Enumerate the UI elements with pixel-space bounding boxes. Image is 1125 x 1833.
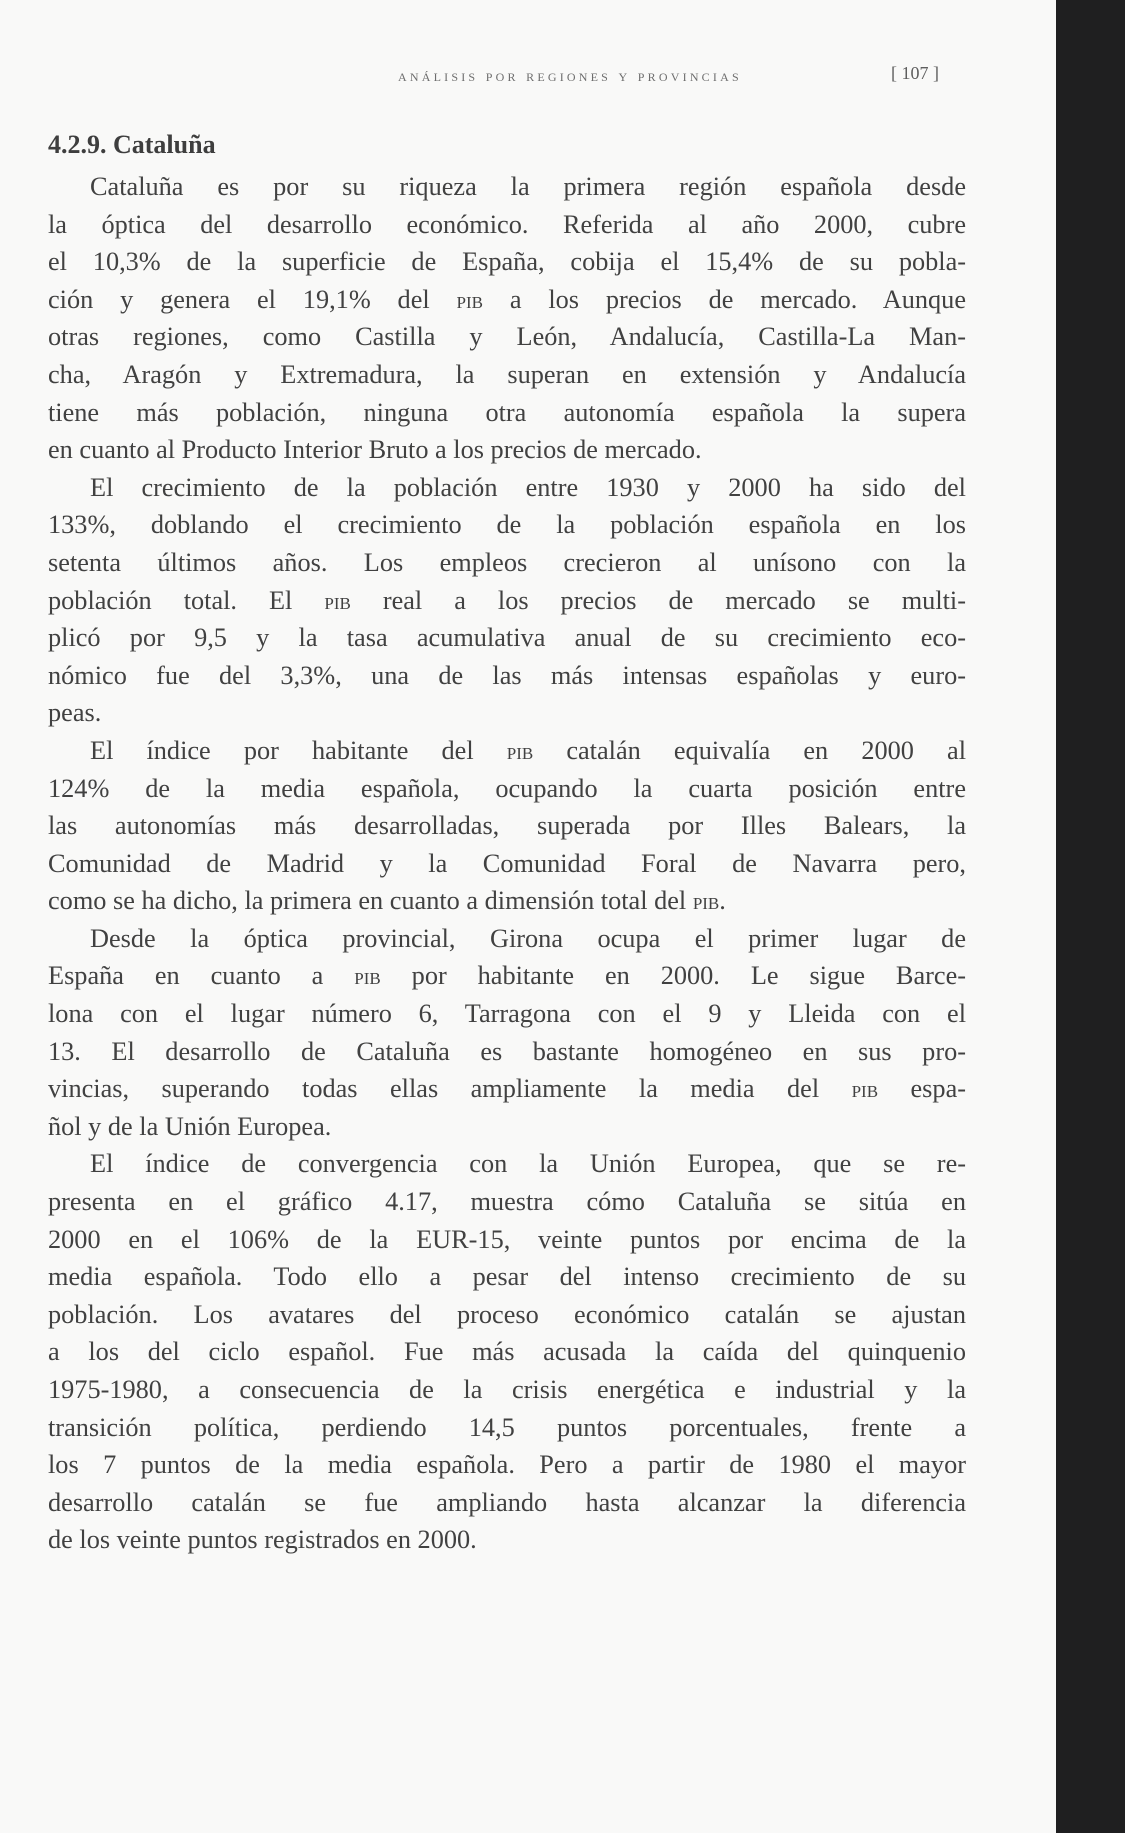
text-line: Cataluña es por su riqueza la primera región española desde: [90, 172, 966, 201]
text-line: Comunidad de Madrid y la Comunidad Foral de Navarra pero,: [48, 848, 966, 878]
text-line: media española. Todo ello a pesar del intenso crecimiento de su: [48, 1262, 966, 1292]
paragraph: [48, 920, 966, 1146]
text-line: 124% de la media española, ocupando la cuarta posición entre: [48, 773, 966, 803]
body-text: [48, 168, 966, 1559]
running-head: [398, 63, 939, 86]
section-number: 4.2.9.: [48, 130, 107, 159]
text-line: 13. El desarrollo de Cataluña es bastante homogéneo en sus pro-: [48, 1036, 966, 1066]
text-line: de los veinte puntos registrados en 2000.: [48, 1525, 477, 1555]
acronym: pib: [456, 286, 483, 314]
text-line: a los del ciclo español. Fue más acusada la caída del quinquenio: [48, 1337, 966, 1367]
acronym: pib: [506, 737, 534, 765]
text-line: 133%, doblando el crecimiento de la población española en los: [48, 510, 966, 540]
text-line: tiene más población, ninguna otra autonomía española la supera: [48, 397, 966, 427]
text-line: presenta en el gráfico 4.17, muestra cómo Cataluña se sitúa en: [48, 1187, 966, 1217]
text-line: ción y genera el 19,1% del pib a los precios de mercado. Aunque: [48, 284, 966, 314]
text-line: ñol y de la Unión Europea.: [48, 1111, 332, 1141]
text-line: El crecimiento de la población entre 1930 y 2000 ha sido del: [90, 472, 966, 502]
text-line: nómico fue del 3,3%, una de las más intensas españolas y euro-: [48, 660, 966, 690]
paragraph: [48, 732, 966, 920]
acronym: pib: [324, 587, 351, 615]
text-line: el 10,3% de la superficie de España, cobija el 15,4% de su pobla-: [48, 247, 966, 277]
text-line: 2000 en el 106% de la EUR-15, veinte puntos por encima de la: [48, 1224, 966, 1254]
side-panel: [1056, 0, 1125, 1833]
text-line: los 7 puntos de la media española. Pero a partir de 1980 el mayor: [48, 1450, 966, 1480]
text-line: población. Los avatares del proceso económico catalán se ajustan: [48, 1299, 966, 1329]
text-line: Desde la óptica provincial, Girona ocupa el primer lugar de: [90, 923, 966, 953]
running-head-title: análisis por regiones y provincias: [398, 66, 742, 85]
text-line: lona con el lugar número 6, Tarragona con el 9 y Lleida con el: [48, 999, 966, 1029]
text-line: como se ha dicho, la primera en cuanto a dimensión total del pib.: [48, 886, 726, 916]
text-line: desarrollo catalán se fue ampliando hasta alcanzar la diferencia: [48, 1487, 966, 1517]
text-line: peas.: [48, 698, 102, 728]
text-line: plicó por 9,5 y la tasa acumulativa anual de su crecimiento eco-: [48, 623, 966, 653]
paragraph: [48, 469, 966, 732]
text-line: en cuanto al Producto Interior Bruto a los precios de mercado.: [48, 435, 702, 465]
text-line: El índice de convergencia con la Unión Europea, que se re-: [90, 1149, 966, 1179]
text-line: 1975-1980, a consecuencia de la crisis energética e industrial y la: [48, 1375, 966, 1404]
section-heading: [48, 130, 216, 160]
paragraph: [48, 1145, 966, 1559]
acronym: pib: [851, 1076, 879, 1104]
acronym: pib: [692, 888, 720, 916]
paragraph: [48, 168, 966, 469]
text-line: otras regiones, como Castilla y León, Andalucía, Castilla-La Man-: [48, 322, 966, 352]
text-line: El índice por habitante del pib catalán equivalía en 2000 al: [90, 735, 966, 765]
page-number: [ 107 ]: [891, 63, 939, 83]
text-line: población total. El pib real a los precios de mercado se multi-: [48, 585, 966, 615]
acronym: pib: [354, 963, 381, 991]
text-line: las autonomías más desarrolladas, superada por Illes Balears, la: [48, 811, 966, 841]
section-title: Cataluña: [113, 130, 216, 159]
text-line: cha, Aragón y Extremadura, la superan en extensión y Andalucía: [48, 359, 966, 389]
text-line: vincias, superando todas ellas ampliamente la media del pib espa-: [48, 1074, 966, 1104]
text-line: setenta últimos años. Los empleos crecieron al unísono con la: [48, 547, 966, 577]
text-line: España en cuanto a pib por habitante en 2000. Le sigue Barce-: [48, 961, 966, 991]
text-line: la óptica del desarrollo económico. Referida al año 2000, cubre: [48, 209, 966, 239]
text-line: transición política, perdiendo 14,5 puntos porcentuales, frente a: [48, 1412, 966, 1442]
